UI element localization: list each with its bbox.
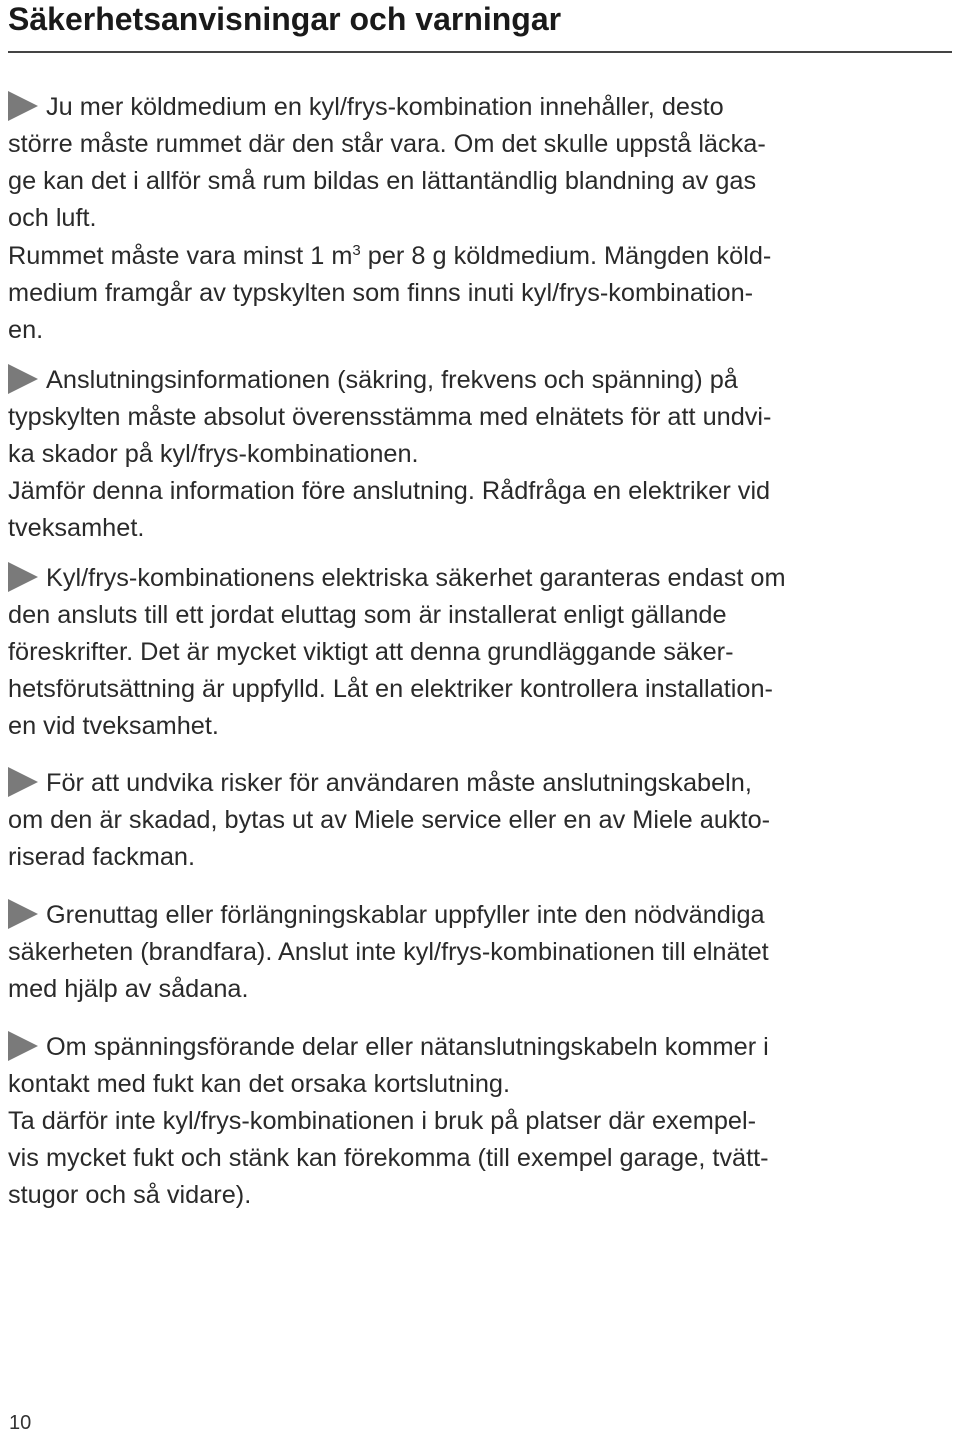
text-line: Om spänningsförande delar eller nätanslutningskabeln kommer i xyxy=(46,1033,769,1061)
text-line: Anslutningsinformationen (säkring, frekvens och spänning) på xyxy=(46,366,738,394)
triangle-bullet-icon xyxy=(8,767,38,797)
text-line: större måste rummet där den står vara. Om det skulle uppstå läcka- xyxy=(8,130,766,158)
text-line: ka skador på kyl/frys-kombinationen. xyxy=(8,440,419,468)
text-line: riserad fackman. xyxy=(8,843,195,871)
text-line: om den är skadad, bytas ut av Miele service eller en av Miele aukto- xyxy=(8,806,771,834)
warning-paragraph xyxy=(8,765,956,876)
text-line: typskylten måste absolut överensstämma med elnätets för att undvi- xyxy=(8,403,772,431)
warning-paragraph xyxy=(8,238,956,349)
page-number: 10 xyxy=(9,1412,32,1434)
triangle-bullet-icon xyxy=(8,899,38,929)
triangle-bullet-icon xyxy=(8,91,38,121)
text-line: föreskrifter. Det är mycket viktigt att denna grundläggande säker- xyxy=(8,638,734,666)
triangle-bullet-icon xyxy=(8,1031,38,1061)
text-line: Ju mer köldmedium en kyl/frys-kombination innehåller, desto xyxy=(46,93,724,121)
safety-warnings xyxy=(8,89,956,1214)
text-line: Ta därför inte kyl/frys-kombinationen i bruk på platser där exempel- xyxy=(8,1107,756,1135)
text-line: med hjälp av sådana. xyxy=(8,975,249,1003)
text-line: tveksamhet. xyxy=(8,514,145,542)
text-line: den ansluts till ett jordat eluttag som är installerat enligt gällande xyxy=(8,601,727,629)
warning-paragraph xyxy=(8,1029,956,1214)
text-line: en. xyxy=(8,316,44,344)
text-line: och luft. xyxy=(8,204,97,232)
text-line: en vid tveksamhet. xyxy=(8,712,219,740)
triangle-bullet-icon xyxy=(8,562,38,592)
warning-paragraph xyxy=(8,89,956,237)
text-line: ge kan det i allför små rum bildas en lättantändlig blandning av gas xyxy=(8,167,757,195)
text-line: hetsförutsättning är uppfylld. Låt en elektriker kontrollera installation- xyxy=(8,675,773,703)
text-line: vis mycket fukt och stänk kan förekomma (till exempel garage, tvätt- xyxy=(8,1144,769,1172)
warning-paragraph xyxy=(8,897,956,1008)
text-line: För att undvika risker för användaren måste anslutningskabeln, xyxy=(46,769,752,797)
title-divider xyxy=(8,51,952,53)
page-title: Säkerhetsanvisningar och varningar xyxy=(8,1,562,37)
text-line: Jämför denna information före anslutning. Rådfråga en elektriker vid xyxy=(8,477,771,505)
superscript: 3 xyxy=(352,242,361,259)
text-line: stugor och så vidare). xyxy=(8,1181,252,1209)
text-segment: per 8 g köldmedium. Mängden köld- xyxy=(360,242,772,270)
warning-paragraph xyxy=(8,560,956,745)
text-segment: Rummet måste vara minst 1 m xyxy=(8,242,353,270)
text-line: säkerheten (brandfara). Anslut inte kyl/frys-kombinationen till elnätet xyxy=(8,938,769,966)
text-line: medium framgår av typskylten som finns inuti kyl/frys-kombination- xyxy=(8,279,754,307)
text-line: kontakt med fukt kan det orsaka kortslutning. xyxy=(8,1070,510,1098)
text-line: Grenuttag eller förlängningskablar uppfyller inte den nödvändiga xyxy=(46,901,765,929)
triangle-bullet-icon xyxy=(8,364,38,394)
text-line: Kyl/frys-kombinationens elektriska säkerhet garanteras endast om xyxy=(46,564,786,592)
warning-paragraph xyxy=(8,362,956,547)
